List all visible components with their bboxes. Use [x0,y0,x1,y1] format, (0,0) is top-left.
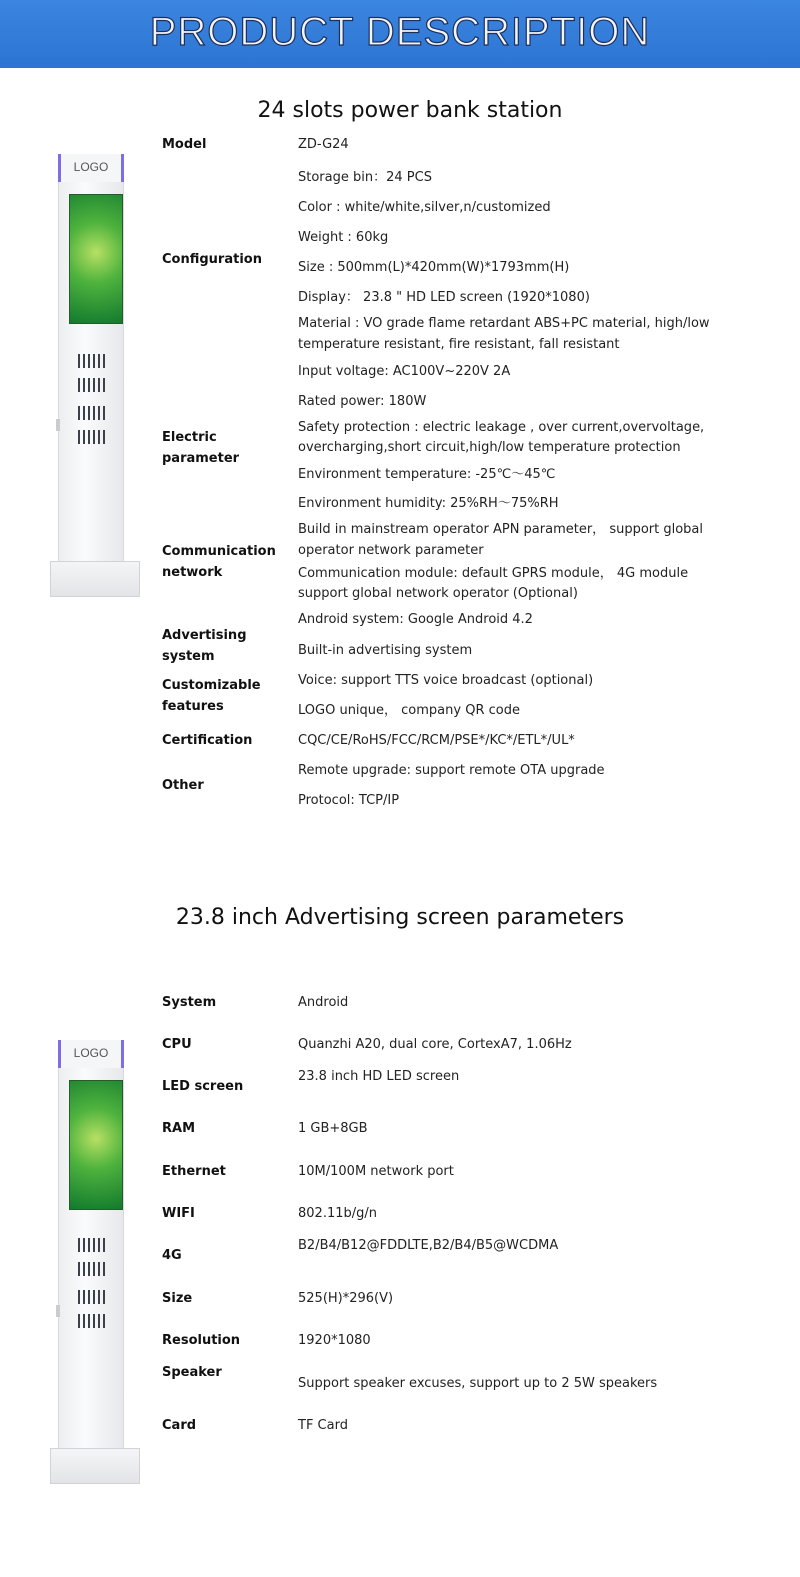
param-value: 1920*1080 [298,1333,371,1348]
spec-value-weight: Weight : 60kg [298,230,389,245]
param-value: TF Card [298,1418,348,1433]
param-label: Ethernet [162,1164,226,1179]
spec-value-comm-1: Build in mainstream operator APN parameter， support global [298,522,704,537]
param-value: 23.8 inch HD LED screen [298,1069,460,1084]
vent [78,1314,108,1328]
spec-value-color: Color : white/white,silver,n/customized [298,200,551,215]
spec-value-android: Android system: Google Android 4.2 [298,612,533,627]
spec-label-communication-1: Communication [162,544,276,559]
advertising-screen-image [50,1040,142,1485]
spec-value-display: Display： 23.8 " HD LED screen (1920*1080) [298,290,590,305]
spec-value-comm-3: Communication module: default GPRS module， 4G module [298,566,689,581]
spec-value-material-1: Material : VO grade flame retardant ABS+PC material, high/low [298,316,710,331]
section-title-power-bank: 24 slots power bank station [257,98,563,123]
header-banner [0,0,800,68]
spec-label-certification: Certification [162,733,253,748]
spec-label-customizable-1: Customizable [162,678,261,693]
kiosk-logo-text: LOGO [73,160,109,174]
param-value: Android [298,995,349,1010]
kiosk-side-button [56,1305,60,1317]
spec-value-remote-upgrade: Remote upgrade: support remote OTA upgrade [298,763,605,778]
param-label: System [162,995,217,1010]
spec-value-builtin-ad: Built-in advertising system [298,643,473,658]
vent [78,1262,108,1276]
param-value: B2/B4/B12@FDDLTE,B2/B4/B5@WCDMA [298,1238,559,1253]
vent [78,354,108,368]
spec-value-env-humidity: Environment humidity: 25%RH～75%RH [298,496,559,511]
spec-value-safety-2: overcharging,short circuit,high/low temperature protection [298,440,681,455]
spec-value-rated-power: Rated power: 180W [298,394,427,409]
spec-value-model: ZD-G24 [298,137,349,152]
param-value: 802.11b/g/n [298,1206,377,1221]
vent [78,1238,108,1252]
spec-value-comm-4: support global network operator (Optional) [298,586,578,601]
spec-label-customizable-2: features [162,699,224,714]
section-title-ad-screen: 23.8 inch Advertising screen parameters [175,905,625,930]
param-value: 525(H)*296(V) [298,1291,394,1306]
kiosk-logo-text: LOGO [73,1046,109,1060]
param-label: Resolution [162,1333,241,1348]
vent [78,378,108,392]
spec-value-comm-2: operator network parameter [298,543,484,558]
spec-label-electric: Electric parameter [162,430,240,466]
kiosk-screen [69,1080,123,1210]
spec-value-env-temp: Environment temperature: -25℃～45℃ [298,467,556,482]
param-label: Speaker [162,1365,222,1380]
spec-value-input-voltage: Input voltage: AC100V~220V 2A [298,364,511,379]
kiosk-base [50,561,140,597]
vent [78,430,108,444]
spec-value-certification: CQC/CE/RoHS/FCC/RCM/PSE*/KC*/ETL*/UL* [298,733,575,748]
param-label: Card [162,1418,197,1433]
spec-label-configuration: Configuration [162,252,262,267]
spec-value-material-2: temperature resistant, fire resistant, fall resistant [298,337,620,352]
param-value: 1 GB+8GB [298,1121,368,1136]
param-label: RAM [162,1121,196,1136]
spec-value-voice: Voice: support TTS voice broadcast (optional) [298,673,594,688]
param-value: 10M/100M network port [298,1164,454,1179]
spec-label-model: Model [162,137,207,152]
vent [78,1290,108,1304]
banner-title: PRODUCT DESCRIPTION [149,10,651,54]
param-label: 4G [162,1248,182,1263]
power-bank-station-image [50,154,142,599]
spec-label-advertising: Advertising system [162,628,247,664]
param-label: WIFI [162,1206,195,1221]
spec-value-logo-unique: LOGO unique， company QR code [298,703,520,718]
spec-label-communication-2: network [162,565,223,580]
param-value: Quanzhi A20, dual core, CortexA7, 1.06Hz [298,1037,572,1052]
kiosk-screen [69,194,123,324]
param-value: Support speaker excuses, support up to 2 5W speakers [298,1376,658,1391]
param-label: Size [162,1291,193,1306]
kiosk-base [50,1448,140,1484]
vent [78,406,108,420]
param-label: CPU [162,1037,192,1052]
spec-value-protocol: Protocol: TCP/IP [298,793,400,808]
kiosk-side-button [56,419,60,431]
spec-value-storage: Storage bin：24 PCS [298,170,432,185]
spec-value-safety-1: Safety protection : electric leakage , over current,overvoltage, [298,420,705,435]
param-label: LED screen [162,1079,244,1094]
spec-value-size: Size : 500mm(L)*420mm(W)*1793mm(H) [298,260,570,275]
spec-label-other: Other [162,778,204,793]
